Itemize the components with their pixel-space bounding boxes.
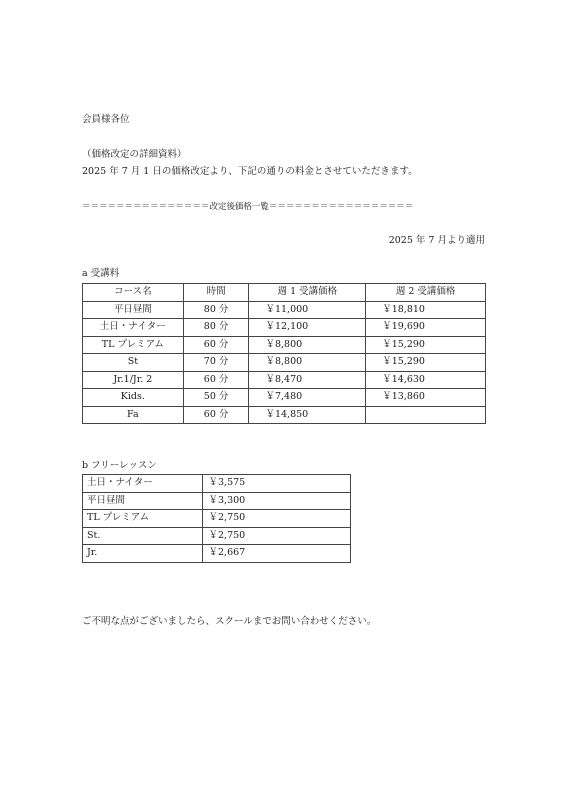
subject: （価格改定の詳細資料） xyxy=(82,149,187,160)
table-row xyxy=(83,510,351,528)
column-header: 時間 xyxy=(183,284,249,302)
table-cell: 60 分 xyxy=(183,406,249,424)
table-cell: 80 分 xyxy=(183,319,249,337)
table-cell: Jr.1/Jr. 2 xyxy=(83,371,184,389)
table-row xyxy=(83,492,351,510)
table-row xyxy=(83,336,486,354)
table-cell: Fa xyxy=(83,406,184,424)
section-b-title: b フリーレッスン xyxy=(82,460,157,471)
table-cell: ￥11,000 xyxy=(249,301,366,319)
table-row xyxy=(83,527,351,545)
table-cell: 土日・ナイター xyxy=(83,319,184,337)
table-cell: 60 分 xyxy=(183,371,249,389)
table-cell: 土日・ナイター xyxy=(83,475,203,493)
effective-date: 2025 年 7 月より適用 xyxy=(388,235,485,246)
table-cell: ￥3,575 xyxy=(202,475,350,493)
table-cell: 70 分 xyxy=(183,354,249,372)
closing-text: ご不明な点がございましたら、スクールまでお問い合わせください。 xyxy=(82,616,377,627)
table-cell: ￥15,290 xyxy=(366,336,486,354)
table-cell: ￥8,470 xyxy=(249,371,366,389)
table-cell: ￥2,750 xyxy=(202,510,350,528)
table-cell: 平日昼間 xyxy=(83,492,203,510)
salutation: 会員様各位 xyxy=(82,114,130,125)
table-row xyxy=(83,354,486,372)
table-cell: ￥8,800 xyxy=(249,336,366,354)
table-cell: Jr. xyxy=(83,545,203,563)
table-row xyxy=(83,301,486,319)
divider-heading: ＝＝＝＝＝＝＝＝＝＝＝＝＝＝＝改定後価格一覧＝＝＝＝＝＝＝＝＝＝＝＝＝＝＝＝＝ xyxy=(82,202,414,212)
table-cell: ￥12,100 xyxy=(249,319,366,337)
table-row xyxy=(83,475,351,493)
table-cell: St xyxy=(83,354,184,372)
table-cell: ￥14,630 xyxy=(366,371,486,389)
table-cell: 50 分 xyxy=(183,389,249,407)
table-cell: 平日昼間 xyxy=(83,301,184,319)
table-cell: TL プレミアム xyxy=(83,510,203,528)
table-cell: ￥19,690 xyxy=(366,319,486,337)
free-lesson-table xyxy=(82,474,351,563)
table-cell: TL プレミアム xyxy=(83,336,184,354)
table-cell: ￥13,860 xyxy=(366,389,486,407)
table-cell xyxy=(366,406,486,424)
table-cell: ￥2,750 xyxy=(202,527,350,545)
column-header: 週 2 受講価格 xyxy=(366,284,486,302)
table-cell: ￥3,300 xyxy=(202,492,350,510)
table-row xyxy=(83,371,486,389)
table-row xyxy=(83,319,486,337)
table-cell: ￥7,480 xyxy=(249,389,366,407)
column-header: コース名 xyxy=(83,284,184,302)
intro-text: 2025 年 7 月 1 日の価格改定より、下記の通りの料金とさせていただきます。 xyxy=(82,166,418,177)
table-cell: ￥8,800 xyxy=(249,354,366,372)
section-a-title: a 受講料 xyxy=(82,268,120,279)
table-cell: ￥15,290 xyxy=(366,354,486,372)
column-header: 週 1 受講価格 xyxy=(249,284,366,302)
table-header-row xyxy=(83,284,486,302)
table-cell: Kids. xyxy=(83,389,184,407)
table-cell: St. xyxy=(83,527,203,545)
table-cell: ￥14,850 xyxy=(249,406,366,424)
table-cell: 80 分 xyxy=(183,301,249,319)
table-row xyxy=(83,406,486,424)
table-cell: ￥2,667 xyxy=(202,545,350,563)
table-row xyxy=(83,389,486,407)
table-row xyxy=(83,545,351,563)
table-cell: ￥18,810 xyxy=(366,301,486,319)
tuition-table xyxy=(82,283,486,424)
table-cell: 60 分 xyxy=(183,336,249,354)
